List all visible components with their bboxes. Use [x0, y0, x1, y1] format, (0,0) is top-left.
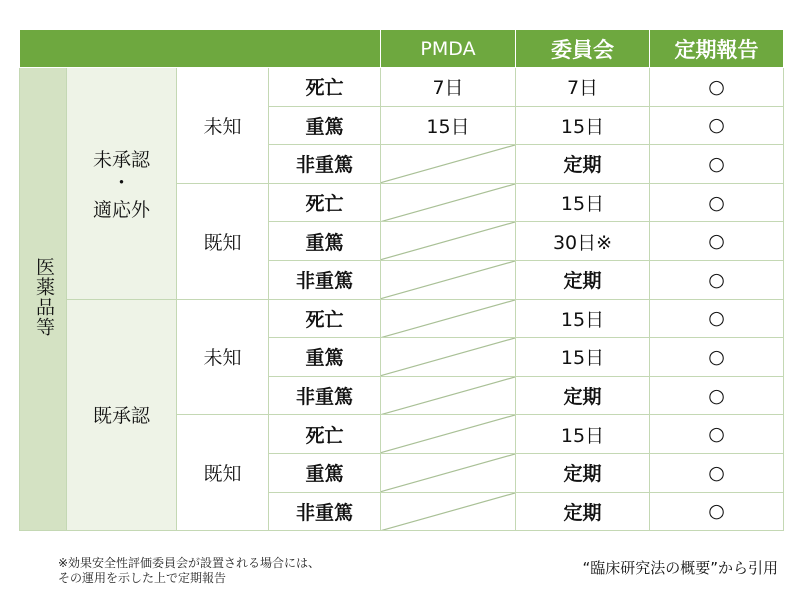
- pmda-na-cell: [381, 299, 516, 338]
- diagonal-slash: [381, 300, 515, 338]
- group-unapproved-cell: [67, 68, 177, 300]
- knowledge-cell: 未知: [177, 68, 269, 184]
- pmda-na-cell: [381, 222, 516, 261]
- pmda-cell: 7日: [381, 68, 516, 107]
- diagonal-slash: [381, 145, 515, 183]
- citation: “臨床研究法の概要”から引用: [582, 559, 778, 577]
- header-periodic: 定期報告: [650, 30, 784, 68]
- pmda-cell: 15日: [381, 106, 516, 145]
- periodic-cell: ○: [650, 376, 784, 415]
- pmda-na-cell: [381, 183, 516, 222]
- periodic-cell: ○: [650, 415, 784, 454]
- diagonal-slash: [381, 184, 515, 222]
- header-row: [20, 30, 784, 68]
- periodic-cell: ○: [650, 222, 784, 261]
- diagonal-slash: [381, 454, 515, 492]
- pmda-na-cell: [381, 145, 516, 184]
- diagonal-slash: [381, 377, 515, 415]
- pmda-na-cell: [381, 338, 516, 377]
- diagonal-slash: [381, 415, 515, 453]
- severity-cell: 重篤: [269, 106, 381, 145]
- header-blank: [20, 30, 381, 68]
- footnote: [58, 556, 320, 586]
- severity-cell: 重篤: [269, 453, 381, 492]
- periodic-cell: ○: [650, 145, 784, 184]
- knowledge-cell: 未知: [177, 299, 269, 415]
- committee-cell: 15日: [516, 106, 650, 145]
- committee-cell: 定期: [516, 260, 650, 299]
- periodic-cell: ○: [650, 260, 784, 299]
- group-approved-cell: 既承認: [67, 299, 177, 531]
- severity-cell: 非重篤: [269, 145, 381, 184]
- group-unapproved-line1: 未承認: [92, 148, 150, 171]
- diagonal-slash: [381, 338, 515, 376]
- periodic-cell: ○: [650, 453, 784, 492]
- table-row: [20, 68, 784, 107]
- committee-cell: 30日※: [516, 222, 650, 261]
- periodic-cell: ○: [650, 106, 784, 145]
- periodic-cell: ○: [650, 299, 784, 338]
- committee-cell: 15日: [516, 183, 650, 222]
- committee-cell: 7日: [516, 68, 650, 107]
- severity-cell: 非重篤: [269, 492, 381, 531]
- severity-cell: 重篤: [269, 222, 381, 261]
- committee-cell: 定期: [516, 376, 650, 415]
- diagonal-slash: [381, 493, 515, 531]
- severity-cell: 死亡: [269, 68, 381, 107]
- periodic-cell: ○: [650, 68, 784, 107]
- group-unapproved-line2: 適応外: [92, 198, 150, 221]
- pmda-na-cell: [381, 453, 516, 492]
- severity-cell: 死亡: [269, 415, 381, 454]
- committee-cell: 定期: [516, 145, 650, 184]
- severity-cell: 死亡: [269, 299, 381, 338]
- diagonal-slash: [381, 222, 515, 260]
- knowledge-cell: 既知: [177, 415, 269, 531]
- category-label: 医薬品等: [32, 256, 55, 337]
- committee-cell: 定期: [516, 492, 650, 531]
- periodic-cell: ○: [650, 492, 784, 531]
- severity-cell: 非重篤: [269, 376, 381, 415]
- severity-cell: 死亡: [269, 183, 381, 222]
- header-pmda: PMDA: [381, 30, 516, 68]
- reporting-table: [19, 29, 784, 531]
- pmda-na-cell: [381, 415, 516, 454]
- severity-cell: 非重篤: [269, 260, 381, 299]
- group-unapproved-dot: ・: [111, 171, 131, 194]
- table-row: [20, 299, 784, 338]
- footnote-line2: その運用を示した上で定期報告: [58, 571, 227, 585]
- severity-cell: 重篤: [269, 338, 381, 377]
- footnote-line1: ※効果安全性評価委員会が設置される場合には、: [58, 556, 321, 570]
- diagonal-slash: [381, 261, 515, 299]
- committee-cell: 定期: [516, 453, 650, 492]
- header-committee: 委員会: [516, 30, 650, 68]
- pmda-na-cell: [381, 492, 516, 531]
- category-cell: [20, 68, 67, 531]
- pmda-na-cell: [381, 376, 516, 415]
- knowledge-cell: 既知: [177, 183, 269, 299]
- periodic-cell: ○: [650, 338, 784, 377]
- pmda-na-cell: [381, 260, 516, 299]
- committee-cell: 15日: [516, 338, 650, 377]
- committee-cell: 15日: [516, 299, 650, 338]
- periodic-cell: ○: [650, 183, 784, 222]
- committee-cell: 15日: [516, 415, 650, 454]
